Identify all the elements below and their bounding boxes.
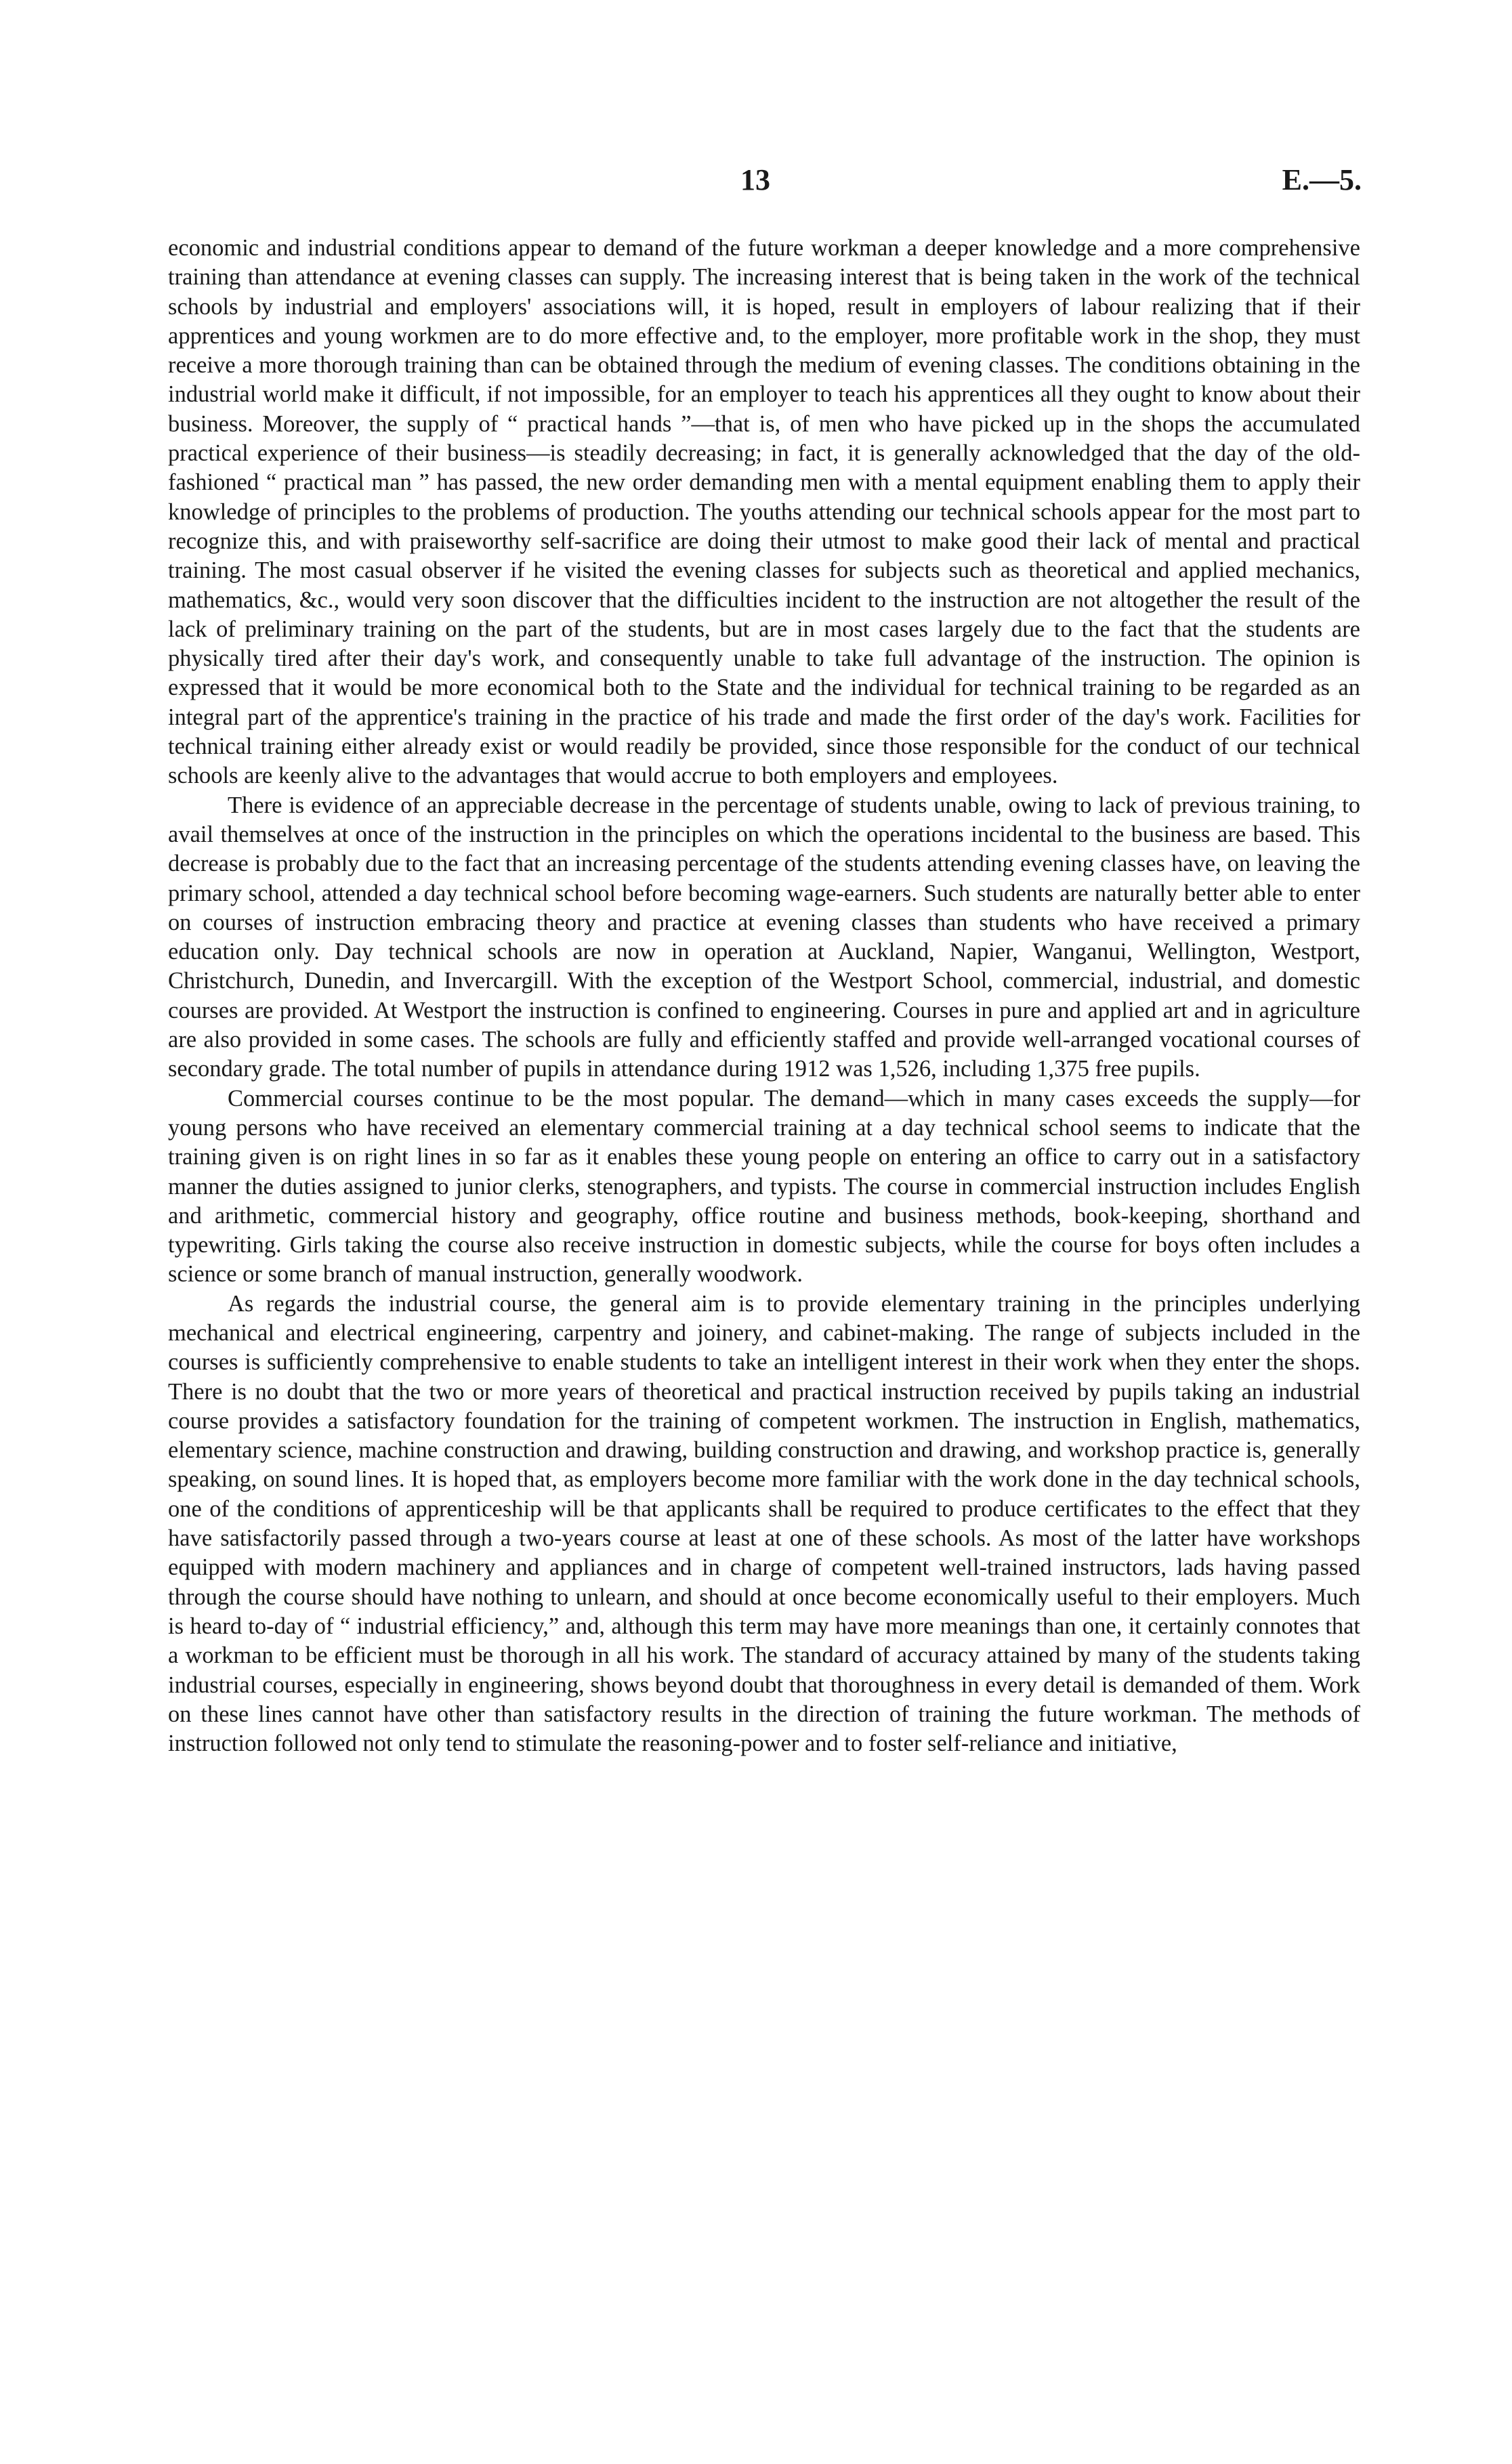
- page-number: 13: [740, 163, 770, 196]
- paragraph-industrial-course: As regards the industrial course, the general aim is to provide elementary training in the principles underlying mechanical and electrical engineering, carpentry and joinery, and cabinet-making. The range of subjects included in the courses is sufficiently comprehensive to enable students to take an intelligent interest in their work when they enter the shops. There is no doubt that the two or more years of theoretical and practical instruction received by pupils taking an industrial course provides a satisfactory foundation for the training of competent workmen. The instruction in English, mathematics, elementary science, machine construction and drawing, building construction and drawing, and workshop practice is, generally speaking, on sound lines. It is hoped that, as employers become more familiar with the work done in the day technical schools, one of the conditions of apprenticeship will be that applicants shall be required to produce certificates to the effect that they have satisfactorily passed through a two-years course at least at one of these schools. As most of the latter have workshops equipped with modern machinery and appliances and in charge of competent well-trained instructors, lads having passed through the course should have nothing to unlearn, and should at once become economically useful to their employers. Much is heard to-day of “ industrial efficiency,” and, although this term may have more meanings than one, it certainly connotes that a workman to be efficient must be thorough in all his work. The standard of accuracy attained by many of the students taking industrial courses, especially in engineering, shows beyond doubt that thoroughness in every detail is demanded of them. Work on these lines cannot have other than satisfactory results in the direction of training the future workman. The methods of instruction followed not only tend to stimulate the reasoning-power and to foster self-reliance and initiative,: [168, 1290, 1360, 1757]
- paragraph-commercial-courses: Commercial courses continue to be the most popular. The demand—which in many cases exceeds the supply—for young persons who have received an elementary commercial training at a day technical school seems to indicate that the training given is on right lines in so far as it enables these young people on entering an office to carry out in a satisfactory manner the duties assigned to junior clerks, stenographers, and typists. The course in commercial instruction includes English and arithmetic, commercial history and geography, office routine and business methods, book-keeping, shorthand and typewriting. Girls taking the course also receive instruction in domestic subjects, while the course for boys often includes a science or some branch of manual instruction, generally woodwork.: [168, 1085, 1360, 1288]
- paragraph-day-technical-schools: There is evidence of an appreciable decrease in the percentage of students unable, owing to lack of previous training, to avail themselves at once of the instruction in the principles on which the operations incidental to the business are based. This decrease is probably due to the fact that an increasing percentage of the students attending evening classes have, on leaving the primary school, attended a day technical school before becoming wage-earners. Such students are naturally better able to enter on courses of instruction embracing theory and practice at evening classes than students who have received a primary education only. Day technical schools are now in operation at Auckland, Napier, Wanganui, Wellington, Westport, Christchurch, Dunedin, and Invercargill. With the exception of the Westport School, commercial, industrial, and domestic courses are provided. At Westport the instruction is confined to engineering. Courses in pure and applied art and in agriculture are also provided in some cases. The schools are fully and efficiently staffed and provide well-arranged vocational courses of secondary grade. The total number of pupils in attendance during 1912 was 1,526, including 1,375 free pupils.: [168, 792, 1360, 1082]
- document-reference: E.—5.: [1282, 163, 1362, 196]
- paragraph-technical-training: economic and industrial conditions appear to demand of the future workman a deeper knowledge and a more comprehensive training than attendance at evening classes can supply. The increasing interest that is being taken in the work of the technical schools by industrial and employers' associations will, it is hoped, result in employers of labour realizing that if their apprentices and young workmen are to do more effective and, to the employer, more profitable work in the shop, they must receive a more thorough training than can be obtained through the medium of evening classes. The conditions obtaining in the industrial world make it difficult, if not impossible, for an employer to teach his apprentices all they ought to know about their business. Moreover, the supply of “ practical hands ”—that is, of men who have picked up in the shops the accumulated practical experience of their business—is steadily decreasing; in fact, it is generally acknowledged that the day of the old-fashioned “ practical man ” has passed, the new order demanding men with a mental equipment enabling them to apply their knowledge of principles to the problems of production. The youths attending our technical schools appear for the most part to recognize this, and with praiseworthy self-sacrifice are doing their utmost to make good their lack of mental and practical training. The most casual observer if he visited the evening classes for subjects such as theoretical and applied mechanics, mathematics, &c., would very soon discover that the difficulties incident to the instruction are not altogether the result of the lack of preliminary training on the part of the students, but are in most cases largely due to the fact that the students are physically tired after their day's work, and consequently unable to take full advantage of the instruction. The opinion is expressed that it would be more economical both to the State and the individual for technical training to be regarded as an integral part of the apprentice's training in the practice of his trade and made the first order of the day's work. Facilities for technical training either already exist or would readily be provided, since those responsible for the conduct of our technical schools are keenly alive to the advantages that would accrue to both employers and employees.: [168, 235, 1360, 789]
- body-text: [168, 234, 1360, 1758]
